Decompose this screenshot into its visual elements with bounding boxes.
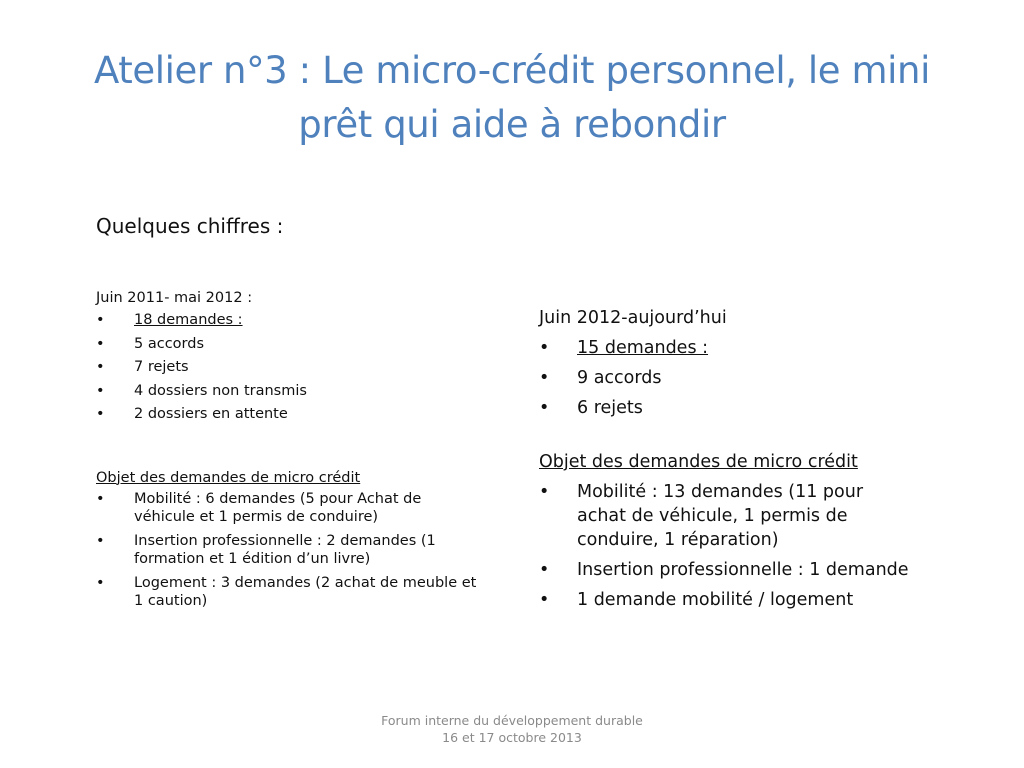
stat-text: 6 rejets — [577, 398, 643, 418]
list-item — [539, 396, 909, 420]
footer — [312, 712, 712, 746]
object-text: 1 demande mobilité / logement — [577, 590, 854, 610]
stat-total-right: 15 demandes : — [577, 338, 709, 358]
bullet-icon: • — [96, 335, 105, 352]
list-item — [96, 335, 486, 354]
list-item — [539, 366, 909, 390]
slide-title: Atelier n°3 : Le micro-crédit personnel, le mini prêt qui aide à rebondir — [94, 49, 930, 146]
bullet-icon: • — [539, 398, 550, 418]
list-item — [539, 336, 909, 360]
right-column — [539, 306, 909, 618]
stat-text: 7 rejets — [134, 359, 189, 375]
bullet-icon: • — [539, 368, 550, 388]
bullet-icon: • — [96, 406, 105, 422]
bullet-icon: • — [539, 590, 550, 610]
list-item — [539, 588, 909, 612]
section-heading: Quelques chiffres : — [96, 214, 284, 238]
list-item — [96, 358, 486, 377]
bullet-icon: • — [96, 359, 105, 375]
list-item — [96, 532, 486, 569]
stat-text: 9 accords — [577, 368, 662, 388]
object-text: Mobilité : 13 demandes (11 pour achat de véhicule, 1 permis de conduire, 1 réparation) — [577, 482, 864, 550]
object-heading-right: Objet des demandes de micro crédit — [539, 452, 858, 472]
stat-text: 4 dossiers non transmis — [134, 382, 307, 399]
left-column — [96, 212, 486, 616]
list-item — [96, 382, 486, 401]
list-item — [539, 480, 909, 552]
footer-line-2: 16 et 17 octobre 2013 — [442, 730, 582, 745]
object-text: Logement : 3 demandes (2 achat de meuble et 1 caution) — [134, 574, 477, 609]
objects-list-left — [96, 490, 486, 611]
stats-list-left — [96, 311, 486, 424]
stat-text: 5 accords — [134, 335, 205, 352]
list-item — [96, 574, 486, 611]
bullet-icon: • — [96, 532, 105, 549]
object-text: Insertion professionnelle : 1 demande — [577, 560, 909, 580]
period-label-right: Juin 2012-aujourd’hui — [539, 308, 727, 328]
footer-line-1: Forum interne du développement durable — [381, 713, 643, 728]
bullet-icon: • — [539, 560, 550, 580]
bullet-icon: • — [96, 490, 105, 507]
bullet-icon: • — [96, 382, 105, 399]
bullet-icon: • — [96, 312, 105, 328]
stat-total-left: 18 demandes : — [134, 312, 243, 328]
object-text: Mobilité : 6 demandes (5 pour Achat de véhicule et 1 permis de conduire) — [134, 490, 422, 525]
stat-text: 2 dossiers en attente — [134, 406, 288, 422]
bullet-icon: • — [96, 574, 105, 591]
objects-list-right — [539, 480, 909, 612]
list-item — [539, 558, 909, 582]
period-label-left: Juin 2011- mai 2012 : — [96, 290, 253, 306]
list-item — [96, 490, 486, 527]
object-heading-left: Objet des demandes de micro crédit — [96, 469, 361, 486]
bullet-icon: • — [539, 338, 550, 358]
list-item — [96, 311, 486, 330]
list-item — [96, 405, 486, 424]
bullet-icon: • — [539, 482, 550, 502]
object-text: Insertion professionnelle : 2 demandes (1 formation et 1 édition d’un livre) — [134, 532, 436, 567]
stats-list-right — [539, 336, 909, 420]
